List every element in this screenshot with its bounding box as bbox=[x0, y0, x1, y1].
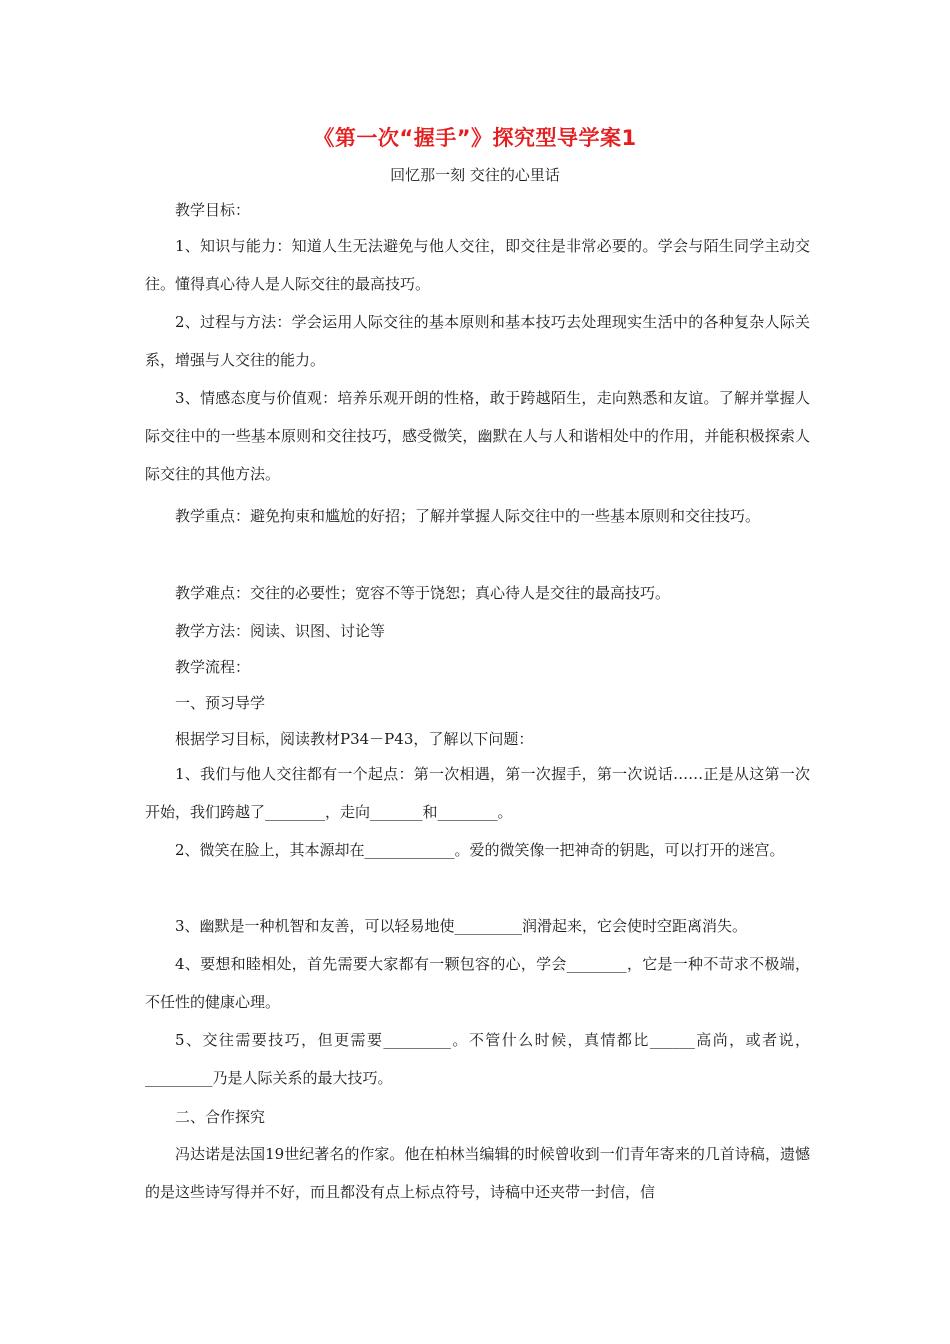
question-2: 2、微笑在脸上，其本源却在____________。爱的微笑像一把神奇的钥匙，可以打开的迷宫。 bbox=[175, 841, 785, 859]
objectives-heading: 教学目标： bbox=[175, 201, 251, 219]
question-5: 5、交往需要技巧，但更需要_________。不管什么时候，真情都比______高尚，或者说，_________乃是人际关系的最大技巧。 bbox=[145, 1031, 810, 1087]
reading-intro: 根据学习目标，阅读教材P34－P43，了解以下问题： bbox=[175, 730, 534, 748]
process-heading: 教学流程： bbox=[175, 658, 251, 676]
difficulties: 教学难点：交往的必要性；宽容不等于饶恕；真心待人是交往的最高技巧。 bbox=[175, 584, 671, 602]
question-4: 4、要想和睦相处，首先需要大家都有一颗包容的心，学会________，它是一种不苛求不极端，不任性的健康心理。 bbox=[145, 955, 810, 1011]
methods: 教学方法：阅读、识图、讨论等 bbox=[175, 622, 386, 640]
document-title: 《第一次“握手”》探究型导学案1 bbox=[313, 126, 637, 150]
objective-1: 1、知识与能力：知道人生无法避免与他人交往，即交往是非常必要的。学会与陌生同学主动交往。懂得真心待人是人际交往的最高技巧。 bbox=[145, 237, 810, 293]
objective-3: 3、情感态度与价值观：培养乐观开朗的性格，敢于跨越陌生，走向熟悉和友谊。了解并掌握人际交往中的一些基本原则和交往技巧，感受微笑，幽默在人与人和谐相处中的作用，并能积极探索人际交往的其他方法。 bbox=[145, 389, 810, 483]
story-paragraph: 冯达诺是法国19世纪著名的作家。他在柏林当编辑的时候曾收到一们青年寄来的几首诗稿，遗憾的是这些诗写得并不好，而且都没有点上标点符号，诗稿中还夹带一封信，信 bbox=[145, 1145, 810, 1201]
objective-2: 2、过程与方法：学会运用人际交往的基本原则和基本技巧去处理现实生活中的各种复杂人际关系，增强与人交往的能力。 bbox=[145, 313, 810, 369]
document-subtitle: 回忆那一刻 交往的心里话 bbox=[390, 166, 560, 184]
key-points: 教学重点：避免拘束和尴尬的好招；了解并掌握人际交往中的一些基本原则和交往技巧。 bbox=[175, 507, 761, 525]
section-1-heading: 一、预习导学 bbox=[175, 694, 266, 712]
question-1: 1、我们与他人交往都有一个起点：第一次相遇，第一次握手，第一次说话……正是从这第一次开始，我们跨越了________，走向_______和________。 bbox=[145, 765, 810, 821]
section-2-heading: 二、合作探究 bbox=[175, 1108, 266, 1126]
question-3: 3、幽默是一种机智和友善，可以轻易地使_________润滑起来，它会使时空距离消失。 bbox=[175, 917, 748, 935]
